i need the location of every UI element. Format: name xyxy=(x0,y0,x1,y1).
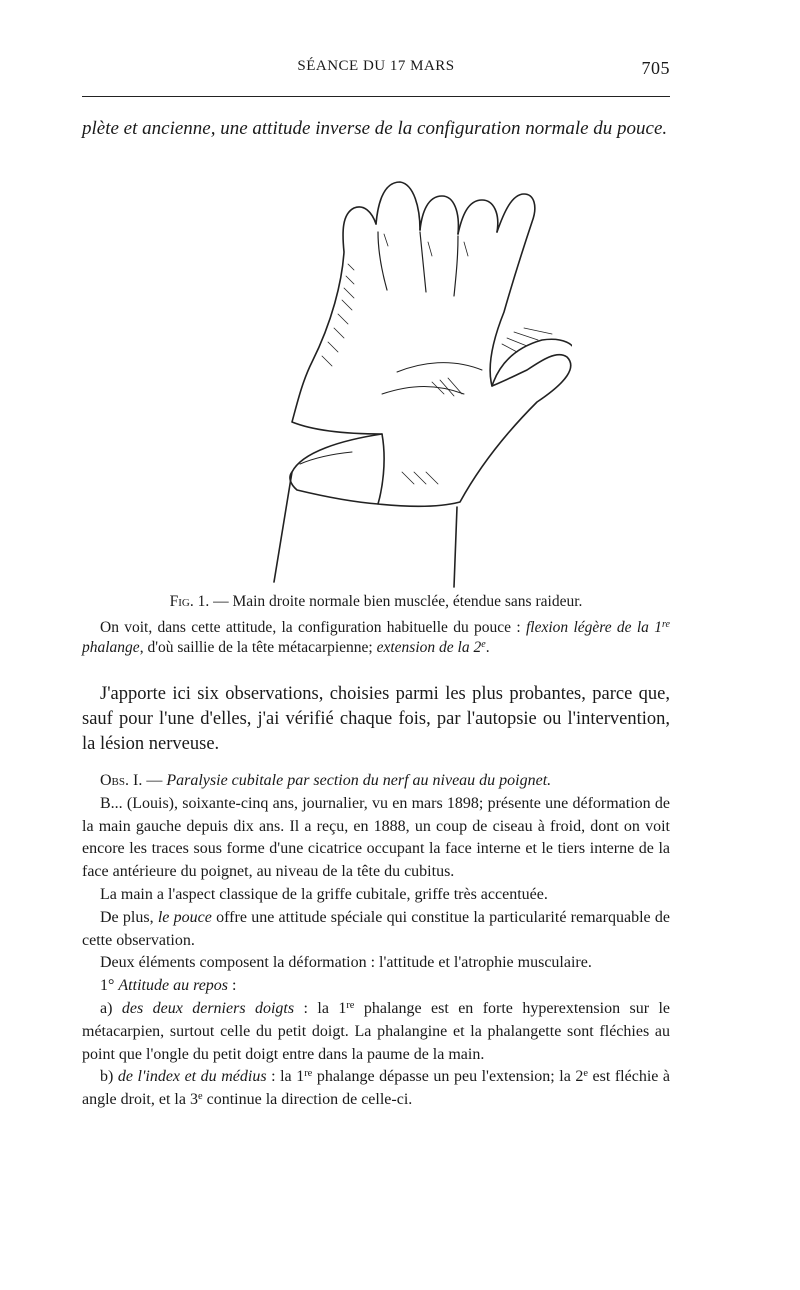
caption-detail-text: . xyxy=(485,639,490,656)
observation-paragraph xyxy=(82,1066,670,1112)
intro-text: plète et ancienne, une attitude inverse de la configuration normale du pouce. xyxy=(82,118,668,139)
caption-detail-sup: e xyxy=(481,638,486,650)
text-run: b) xyxy=(100,1068,118,1086)
text-run: phalange dépasse un peu l'extension; la 2 xyxy=(312,1068,584,1086)
header-rule xyxy=(82,96,670,97)
page-number: 705 xyxy=(641,58,670,78)
text-run: a) xyxy=(100,999,122,1017)
text-run: : la 1 xyxy=(294,999,347,1017)
text-run-italic: Attitude au repos xyxy=(118,977,229,995)
caption-detail-text: , d'où saillie de la tête métacarpienne; xyxy=(139,639,377,656)
superscript: re xyxy=(346,999,355,1011)
running-header xyxy=(82,58,670,84)
text-run: : la 1 xyxy=(266,1068,305,1086)
superscript: e xyxy=(197,1090,203,1102)
caption-detail-italic: phalange xyxy=(82,639,140,656)
caption-detail-sup: re xyxy=(661,618,670,630)
caption-fig-title: — Main droite normale bien musclée, étendue sans raideur. xyxy=(209,593,583,610)
observation-paragraph xyxy=(82,907,670,953)
observation-paragraph xyxy=(82,975,670,998)
observation-paragraph: La main a l'aspect classique de la griffe cubitale, griffe très accentuée. xyxy=(100,885,548,903)
caption-detail-text: On voit, dans cette attitude, la configuration habituelle du pouce : xyxy=(100,619,526,636)
superscript: re xyxy=(304,1068,313,1080)
text-run: est fléchie à angle droit, et la 3 xyxy=(82,1068,671,1109)
document-page xyxy=(82,0,670,1290)
text-run: : xyxy=(228,977,237,995)
observation-dash: — xyxy=(142,772,167,789)
figure-caption xyxy=(82,592,670,658)
caption-detail-italic: flexion légère de la 1 xyxy=(525,619,662,636)
observation-paragraph xyxy=(82,998,670,1066)
text-run: 1° xyxy=(100,977,119,995)
observation-heading xyxy=(82,770,670,793)
observation-paragraph: Deux éléments composent la déformation : l'attitude et l'atrophie musculaire. xyxy=(100,954,592,972)
hand-drawing-icon xyxy=(182,172,572,592)
text-run: phalange est en forte hyperextension sur le métacarpien, surtout celle du petit doigt. La phalangine et la phalangette sont fléchies au point que l'ongle du petit doigt entre dans la paume de la main. xyxy=(82,999,671,1063)
caption-detail-italic: extension de la 2 xyxy=(376,639,482,656)
text-run: De plus, xyxy=(100,908,158,926)
body-paragraph: J'apporte ici six observations, choisies parmi les plus probantes, parce que, sauf pour l'une d'elles, j'ai vérifié chaque fois, par l'autopsie ou l'intervention, la lésion nerveuse. xyxy=(82,684,670,754)
superscript: e xyxy=(583,1068,588,1080)
observation-label: Obs. I. xyxy=(100,772,143,789)
text-run: offre une attitude spéciale qui constitue la particularité remarquable de cette observation. xyxy=(82,908,671,949)
text-run-italic: le pouce xyxy=(157,908,212,926)
text-run-italic: de l'index et du médius xyxy=(117,1068,267,1086)
text-run: continue la direction de celle-ci. xyxy=(202,1091,413,1109)
header-title: SÉANCE DU 17 MARS xyxy=(297,58,455,74)
caption-fig-label: Fig. 1. xyxy=(169,593,210,610)
caption-title xyxy=(82,592,670,612)
text-run-italic: des deux derniers doigts xyxy=(121,999,295,1017)
observation-paragraph: B... (Louis), soixante-cinq ans, journalier, vu en mars 1898; présente une déformation de la main gauche depuis dix ans. Il a reçu, en 1888, un coup de ciseau à froid, dont on voit encore les traces sous forme d'une cicatrice occupant la face interne et le tiers interne de la face antérieure du poignet, au niveau de la tête du cubitus. xyxy=(82,794,670,881)
observation-title: Paralysie cubitale par section du nerf au niveau du poignet. xyxy=(166,772,552,789)
caption-detail xyxy=(82,618,670,658)
observation-section xyxy=(82,770,670,1112)
